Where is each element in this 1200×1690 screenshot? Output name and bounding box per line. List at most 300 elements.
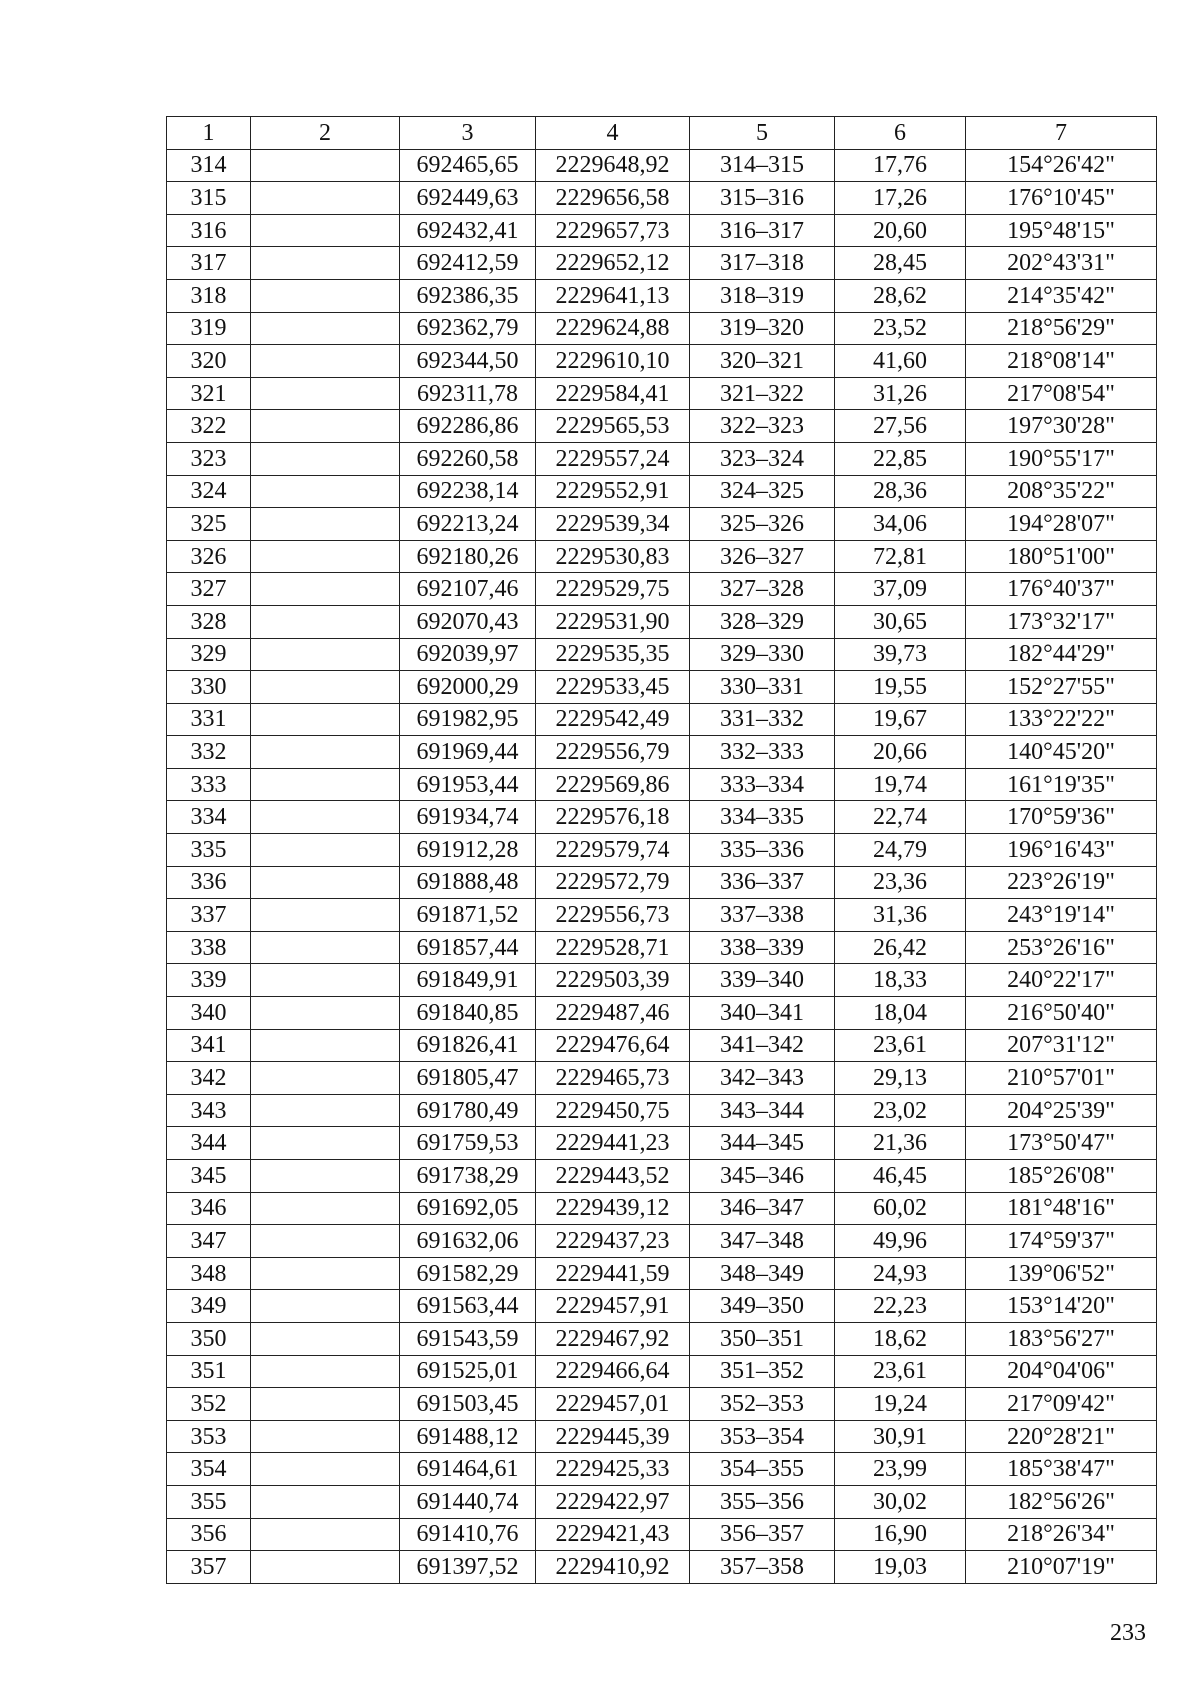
cell-segment: 322–323 xyxy=(690,410,835,443)
cell-y-coordinate: 2229542,49 xyxy=(536,703,690,736)
cell-point-number: 332 xyxy=(167,736,251,769)
cell-col-2 xyxy=(251,182,400,215)
table-row xyxy=(167,540,1157,573)
cell-segment: 320–321 xyxy=(690,345,835,378)
cell-x-coordinate: 691953,44 xyxy=(400,768,536,801)
cell-length: 20,60 xyxy=(835,214,966,247)
cell-bearing: 220°28'21" xyxy=(966,1420,1157,1453)
table-row xyxy=(167,214,1157,247)
cell-x-coordinate: 691805,47 xyxy=(400,1062,536,1095)
cell-bearing: 190°55'17" xyxy=(966,442,1157,475)
table-row xyxy=(167,899,1157,932)
cell-point-number: 314 xyxy=(167,149,251,182)
table-row xyxy=(167,1062,1157,1095)
table-row xyxy=(167,1192,1157,1225)
cell-bearing: 180°51'00" xyxy=(966,540,1157,573)
cell-segment: 323–324 xyxy=(690,442,835,475)
cell-bearing: 139°06'52" xyxy=(966,1257,1157,1290)
cell-bearing: 173°32'17" xyxy=(966,605,1157,638)
table-row xyxy=(167,149,1157,182)
cell-y-coordinate: 2229410,92 xyxy=(536,1551,690,1584)
cell-col-2 xyxy=(251,1420,400,1453)
cell-bearing: 204°25'39" xyxy=(966,1094,1157,1127)
cell-y-coordinate: 2229533,45 xyxy=(536,671,690,704)
cell-length: 27,56 xyxy=(835,410,966,443)
cell-segment: 325–326 xyxy=(690,508,835,541)
cell-segment: 332–333 xyxy=(690,736,835,769)
cell-col-2 xyxy=(251,1518,400,1551)
cell-point-number: 329 xyxy=(167,638,251,671)
cell-segment: 343–344 xyxy=(690,1094,835,1127)
cell-col-2 xyxy=(251,377,400,410)
cell-y-coordinate: 2229466,64 xyxy=(536,1355,690,1388)
cell-point-number: 320 xyxy=(167,345,251,378)
cell-segment: 344–345 xyxy=(690,1127,835,1160)
cell-length: 16,90 xyxy=(835,1518,966,1551)
cell-bearing: 240°22'17" xyxy=(966,964,1157,997)
cell-bearing: 214°35'42" xyxy=(966,279,1157,312)
cell-x-coordinate: 692344,50 xyxy=(400,345,536,378)
cell-length: 23,99 xyxy=(835,1453,966,1486)
cell-bearing: 243°19'14" xyxy=(966,899,1157,932)
cell-x-coordinate: 692362,79 xyxy=(400,312,536,345)
cell-segment: 351–352 xyxy=(690,1355,835,1388)
table-row xyxy=(167,508,1157,541)
cell-col-2 xyxy=(251,1485,400,1518)
cell-length: 19,03 xyxy=(835,1551,966,1584)
cell-x-coordinate: 691888,48 xyxy=(400,866,536,899)
cell-bearing: 218°26'34" xyxy=(966,1518,1157,1551)
cell-length: 22,85 xyxy=(835,442,966,475)
cell-y-coordinate: 2229437,23 xyxy=(536,1225,690,1258)
cell-segment: 316–317 xyxy=(690,214,835,247)
cell-segment: 356–357 xyxy=(690,1518,835,1551)
cell-col-2 xyxy=(251,834,400,867)
cell-y-coordinate: 2229539,34 xyxy=(536,508,690,541)
cell-x-coordinate: 691826,41 xyxy=(400,1029,536,1062)
cell-col-2 xyxy=(251,1551,400,1584)
cell-length: 26,42 xyxy=(835,931,966,964)
cell-col-2 xyxy=(251,1062,400,1095)
table-row xyxy=(167,442,1157,475)
cell-y-coordinate: 2229530,83 xyxy=(536,540,690,573)
cell-bearing: 182°56'26" xyxy=(966,1485,1157,1518)
cell-length: 21,36 xyxy=(835,1127,966,1160)
cell-point-number: 335 xyxy=(167,834,251,867)
header-col-1: 1 xyxy=(167,117,251,150)
cell-bearing: 174°59'37" xyxy=(966,1225,1157,1258)
cell-segment: 317–318 xyxy=(690,247,835,280)
cell-length: 23,02 xyxy=(835,1094,966,1127)
cell-col-2 xyxy=(251,1290,400,1323)
cell-bearing: 223°26'19" xyxy=(966,866,1157,899)
cell-y-coordinate: 2229610,10 xyxy=(536,345,690,378)
table-row xyxy=(167,1160,1157,1193)
cell-col-2 xyxy=(251,964,400,997)
cell-bearing: 140°45'20" xyxy=(966,736,1157,769)
table-row xyxy=(167,1257,1157,1290)
cell-y-coordinate: 2229648,92 xyxy=(536,149,690,182)
cell-x-coordinate: 691849,91 xyxy=(400,964,536,997)
cell-col-2 xyxy=(251,736,400,769)
cell-length: 17,26 xyxy=(835,182,966,215)
cell-x-coordinate: 692449,63 xyxy=(400,182,536,215)
table-row xyxy=(167,1518,1157,1551)
cell-segment: 348–349 xyxy=(690,1257,835,1290)
cell-y-coordinate: 2229487,46 xyxy=(536,997,690,1030)
cell-length: 24,93 xyxy=(835,1257,966,1290)
cell-length: 19,74 xyxy=(835,768,966,801)
cell-segment: 331–332 xyxy=(690,703,835,736)
cell-y-coordinate: 2229557,24 xyxy=(536,442,690,475)
cell-y-coordinate: 2229531,90 xyxy=(536,605,690,638)
cell-col-2 xyxy=(251,801,400,834)
cell-bearing: 253°26'16" xyxy=(966,931,1157,964)
cell-x-coordinate: 691982,95 xyxy=(400,703,536,736)
table-row xyxy=(167,279,1157,312)
cell-col-2 xyxy=(251,1160,400,1193)
cell-col-2 xyxy=(251,638,400,671)
table-row xyxy=(167,1029,1157,1062)
cell-point-number: 331 xyxy=(167,703,251,736)
cell-point-number: 341 xyxy=(167,1029,251,1062)
cell-point-number: 321 xyxy=(167,377,251,410)
cell-bearing: 210°57'01" xyxy=(966,1062,1157,1095)
cell-y-coordinate: 2229572,79 xyxy=(536,866,690,899)
cell-x-coordinate: 692180,26 xyxy=(400,540,536,573)
cell-bearing: 170°59'36" xyxy=(966,801,1157,834)
cell-y-coordinate: 2229425,33 xyxy=(536,1453,690,1486)
cell-point-number: 353 xyxy=(167,1420,251,1453)
cell-length: 30,02 xyxy=(835,1485,966,1518)
cell-segment: 339–340 xyxy=(690,964,835,997)
cell-x-coordinate: 691692,05 xyxy=(400,1192,536,1225)
cell-length: 30,65 xyxy=(835,605,966,638)
header-col-2: 2 xyxy=(251,117,400,150)
cell-point-number: 330 xyxy=(167,671,251,704)
cell-y-coordinate: 2229565,53 xyxy=(536,410,690,443)
cell-col-2 xyxy=(251,1094,400,1127)
cell-y-coordinate: 2229465,73 xyxy=(536,1062,690,1095)
cell-col-2 xyxy=(251,1029,400,1062)
cell-col-2 xyxy=(251,508,400,541)
cell-point-number: 319 xyxy=(167,312,251,345)
cell-bearing: 154°26'42" xyxy=(966,149,1157,182)
cell-length: 60,02 xyxy=(835,1192,966,1225)
table-row xyxy=(167,1355,1157,1388)
cell-y-coordinate: 2229421,43 xyxy=(536,1518,690,1551)
cell-x-coordinate: 691934,74 xyxy=(400,801,536,834)
header-row xyxy=(167,117,1157,150)
cell-col-2 xyxy=(251,1127,400,1160)
cell-point-number: 318 xyxy=(167,279,251,312)
cell-bearing: 133°22'22" xyxy=(966,703,1157,736)
cell-col-2 xyxy=(251,1192,400,1225)
cell-y-coordinate: 2229556,79 xyxy=(536,736,690,769)
cell-bearing: 202°43'31" xyxy=(966,247,1157,280)
cell-col-2 xyxy=(251,931,400,964)
cell-point-number: 357 xyxy=(167,1551,251,1584)
cell-point-number: 354 xyxy=(167,1453,251,1486)
table-row xyxy=(167,377,1157,410)
cell-point-number: 327 xyxy=(167,573,251,606)
cell-segment: 341–342 xyxy=(690,1029,835,1062)
cell-y-coordinate: 2229467,92 xyxy=(536,1322,690,1355)
cell-col-2 xyxy=(251,997,400,1030)
cell-segment: 353–354 xyxy=(690,1420,835,1453)
cell-point-number: 346 xyxy=(167,1192,251,1225)
cell-bearing: 195°48'15" xyxy=(966,214,1157,247)
cell-length: 24,79 xyxy=(835,834,966,867)
table-row xyxy=(167,1485,1157,1518)
cell-segment: 335–336 xyxy=(690,834,835,867)
header-col-3: 3 xyxy=(400,117,536,150)
table-row xyxy=(167,1127,1157,1160)
cell-segment: 315–316 xyxy=(690,182,835,215)
cell-x-coordinate: 691410,76 xyxy=(400,1518,536,1551)
cell-x-coordinate: 691397,52 xyxy=(400,1551,536,1584)
table-row xyxy=(167,247,1157,280)
cell-point-number: 324 xyxy=(167,475,251,508)
cell-length: 72,81 xyxy=(835,540,966,573)
cell-segment: 336–337 xyxy=(690,866,835,899)
cell-x-coordinate: 691840,85 xyxy=(400,997,536,1030)
cell-x-coordinate: 692465,65 xyxy=(400,149,536,182)
table-row xyxy=(167,573,1157,606)
table-row xyxy=(167,997,1157,1030)
cell-point-number: 336 xyxy=(167,866,251,899)
cell-col-2 xyxy=(251,540,400,573)
cell-point-number: 337 xyxy=(167,899,251,932)
cell-segment: 319–320 xyxy=(690,312,835,345)
table-row xyxy=(167,410,1157,443)
cell-segment: 326–327 xyxy=(690,540,835,573)
table-row xyxy=(167,834,1157,867)
cell-point-number: 349 xyxy=(167,1290,251,1323)
cell-col-2 xyxy=(251,442,400,475)
cell-bearing: 182°44'29" xyxy=(966,638,1157,671)
table-row xyxy=(167,1420,1157,1453)
cell-length: 31,36 xyxy=(835,899,966,932)
cell-col-2 xyxy=(251,345,400,378)
cell-point-number: 343 xyxy=(167,1094,251,1127)
cell-length: 34,06 xyxy=(835,508,966,541)
cell-point-number: 322 xyxy=(167,410,251,443)
cell-y-coordinate: 2229439,12 xyxy=(536,1192,690,1225)
cell-bearing: 207°31'12" xyxy=(966,1029,1157,1062)
cell-y-coordinate: 2229457,01 xyxy=(536,1388,690,1421)
cell-x-coordinate: 691440,74 xyxy=(400,1485,536,1518)
table-row xyxy=(167,1551,1157,1584)
cell-col-2 xyxy=(251,214,400,247)
cell-x-coordinate: 691759,53 xyxy=(400,1127,536,1160)
cell-y-coordinate: 2229569,86 xyxy=(536,768,690,801)
cell-x-coordinate: 691464,61 xyxy=(400,1453,536,1486)
cell-y-coordinate: 2229535,35 xyxy=(536,638,690,671)
table-row xyxy=(167,605,1157,638)
cell-segment: 347–348 xyxy=(690,1225,835,1258)
cell-col-2 xyxy=(251,573,400,606)
cell-segment: 324–325 xyxy=(690,475,835,508)
table-row xyxy=(167,703,1157,736)
cell-segment: 349–350 xyxy=(690,1290,835,1323)
cell-y-coordinate: 2229641,13 xyxy=(536,279,690,312)
page-number: 233 xyxy=(1110,1620,1146,1646)
header-col-6: 6 xyxy=(835,117,966,150)
cell-length: 46,45 xyxy=(835,1160,966,1193)
cell-y-coordinate: 2229441,59 xyxy=(536,1257,690,1290)
cell-x-coordinate: 691632,06 xyxy=(400,1225,536,1258)
cell-segment: 338–339 xyxy=(690,931,835,964)
cell-segment: 355–356 xyxy=(690,1485,835,1518)
cell-col-2 xyxy=(251,410,400,443)
cell-length: 17,76 xyxy=(835,149,966,182)
cell-x-coordinate: 692386,35 xyxy=(400,279,536,312)
cell-x-coordinate: 691780,49 xyxy=(400,1094,536,1127)
cell-bearing: 218°08'14" xyxy=(966,345,1157,378)
cell-point-number: 351 xyxy=(167,1355,251,1388)
cell-point-number: 316 xyxy=(167,214,251,247)
cell-y-coordinate: 2229576,18 xyxy=(536,801,690,834)
cell-col-2 xyxy=(251,1257,400,1290)
cell-bearing: 185°38'47" xyxy=(966,1453,1157,1486)
cell-x-coordinate: 692107,46 xyxy=(400,573,536,606)
cell-point-number: 355 xyxy=(167,1485,251,1518)
cell-y-coordinate: 2229422,97 xyxy=(536,1485,690,1518)
cell-y-coordinate: 2229457,91 xyxy=(536,1290,690,1323)
cell-x-coordinate: 692000,29 xyxy=(400,671,536,704)
cell-bearing: 217°09'42" xyxy=(966,1388,1157,1421)
cell-x-coordinate: 692238,14 xyxy=(400,475,536,508)
cell-x-coordinate: 692070,43 xyxy=(400,605,536,638)
cell-point-number: 352 xyxy=(167,1388,251,1421)
header-col-5: 5 xyxy=(690,117,835,150)
cell-length: 22,74 xyxy=(835,801,966,834)
table-row xyxy=(167,638,1157,671)
cell-segment: 340–341 xyxy=(690,997,835,1030)
cell-point-number: 350 xyxy=(167,1322,251,1355)
cell-length: 29,13 xyxy=(835,1062,966,1095)
table-row xyxy=(167,1225,1157,1258)
cell-length: 19,55 xyxy=(835,671,966,704)
cell-length: 18,04 xyxy=(835,997,966,1030)
cell-x-coordinate: 692412,59 xyxy=(400,247,536,280)
cell-bearing: 176°40'37" xyxy=(966,573,1157,606)
table-row xyxy=(167,671,1157,704)
cell-col-2 xyxy=(251,1453,400,1486)
cell-segment: 314–315 xyxy=(690,149,835,182)
cell-length: 30,91 xyxy=(835,1420,966,1453)
cell-segment: 337–338 xyxy=(690,899,835,932)
cell-length: 18,62 xyxy=(835,1322,966,1355)
cell-x-coordinate: 692432,41 xyxy=(400,214,536,247)
cell-point-number: 333 xyxy=(167,768,251,801)
cell-col-2 xyxy=(251,1322,400,1355)
cell-bearing: 173°50'47" xyxy=(966,1127,1157,1160)
table-row xyxy=(167,182,1157,215)
cell-y-coordinate: 2229528,71 xyxy=(536,931,690,964)
table-row xyxy=(167,1388,1157,1421)
cell-segment: 329–330 xyxy=(690,638,835,671)
cell-length: 28,36 xyxy=(835,475,966,508)
cell-col-2 xyxy=(251,866,400,899)
cell-col-2 xyxy=(251,671,400,704)
cell-y-coordinate: 2229579,74 xyxy=(536,834,690,867)
cell-col-2 xyxy=(251,1225,400,1258)
cell-point-number: 344 xyxy=(167,1127,251,1160)
cell-y-coordinate: 2229476,64 xyxy=(536,1029,690,1062)
table-row xyxy=(167,801,1157,834)
cell-point-number: 323 xyxy=(167,442,251,475)
cell-segment: 327–328 xyxy=(690,573,835,606)
cell-point-number: 340 xyxy=(167,997,251,1030)
cell-segment: 342–343 xyxy=(690,1062,835,1095)
cell-length: 23,61 xyxy=(835,1355,966,1388)
table-row xyxy=(167,1322,1157,1355)
cell-length: 23,36 xyxy=(835,866,966,899)
cell-col-2 xyxy=(251,247,400,280)
cell-length: 19,67 xyxy=(835,703,966,736)
cell-x-coordinate: 692286,86 xyxy=(400,410,536,443)
cell-point-number: 356 xyxy=(167,1518,251,1551)
cell-bearing: 161°19'35" xyxy=(966,768,1157,801)
table-row xyxy=(167,866,1157,899)
table-row xyxy=(167,931,1157,964)
cell-bearing: 152°27'55" xyxy=(966,671,1157,704)
cell-point-number: 348 xyxy=(167,1257,251,1290)
cell-length: 23,52 xyxy=(835,312,966,345)
cell-x-coordinate: 691969,44 xyxy=(400,736,536,769)
cell-segment: 334–335 xyxy=(690,801,835,834)
cell-x-coordinate: 691738,29 xyxy=(400,1160,536,1193)
table-row xyxy=(167,768,1157,801)
cell-point-number: 339 xyxy=(167,964,251,997)
cell-col-2 xyxy=(251,703,400,736)
cell-x-coordinate: 691582,29 xyxy=(400,1257,536,1290)
table-row xyxy=(167,964,1157,997)
cell-y-coordinate: 2229556,73 xyxy=(536,899,690,932)
cell-length: 23,61 xyxy=(835,1029,966,1062)
cell-length: 31,26 xyxy=(835,377,966,410)
cell-segment: 354–355 xyxy=(690,1453,835,1486)
cell-point-number: 325 xyxy=(167,508,251,541)
cell-length: 18,33 xyxy=(835,964,966,997)
table-row xyxy=(167,1453,1157,1486)
cell-x-coordinate: 692311,78 xyxy=(400,377,536,410)
cell-point-number: 317 xyxy=(167,247,251,280)
cell-length: 49,96 xyxy=(835,1225,966,1258)
cell-col-2 xyxy=(251,312,400,345)
cell-point-number: 342 xyxy=(167,1062,251,1095)
cell-y-coordinate: 2229624,88 xyxy=(536,312,690,345)
cell-segment: 345–346 xyxy=(690,1160,835,1193)
cell-y-coordinate: 2229450,75 xyxy=(536,1094,690,1127)
table-body xyxy=(167,149,1157,1583)
cell-col-2 xyxy=(251,279,400,312)
cell-y-coordinate: 2229657,73 xyxy=(536,214,690,247)
cell-bearing: 208°35'22" xyxy=(966,475,1157,508)
table-row xyxy=(167,1094,1157,1127)
cell-bearing: 153°14'20" xyxy=(966,1290,1157,1323)
cell-point-number: 328 xyxy=(167,605,251,638)
cell-y-coordinate: 2229443,52 xyxy=(536,1160,690,1193)
cell-length: 28,62 xyxy=(835,279,966,312)
cell-col-2 xyxy=(251,149,400,182)
table-row xyxy=(167,736,1157,769)
cell-y-coordinate: 2229441,23 xyxy=(536,1127,690,1160)
cell-col-2 xyxy=(251,605,400,638)
cell-bearing: 196°16'43" xyxy=(966,834,1157,867)
